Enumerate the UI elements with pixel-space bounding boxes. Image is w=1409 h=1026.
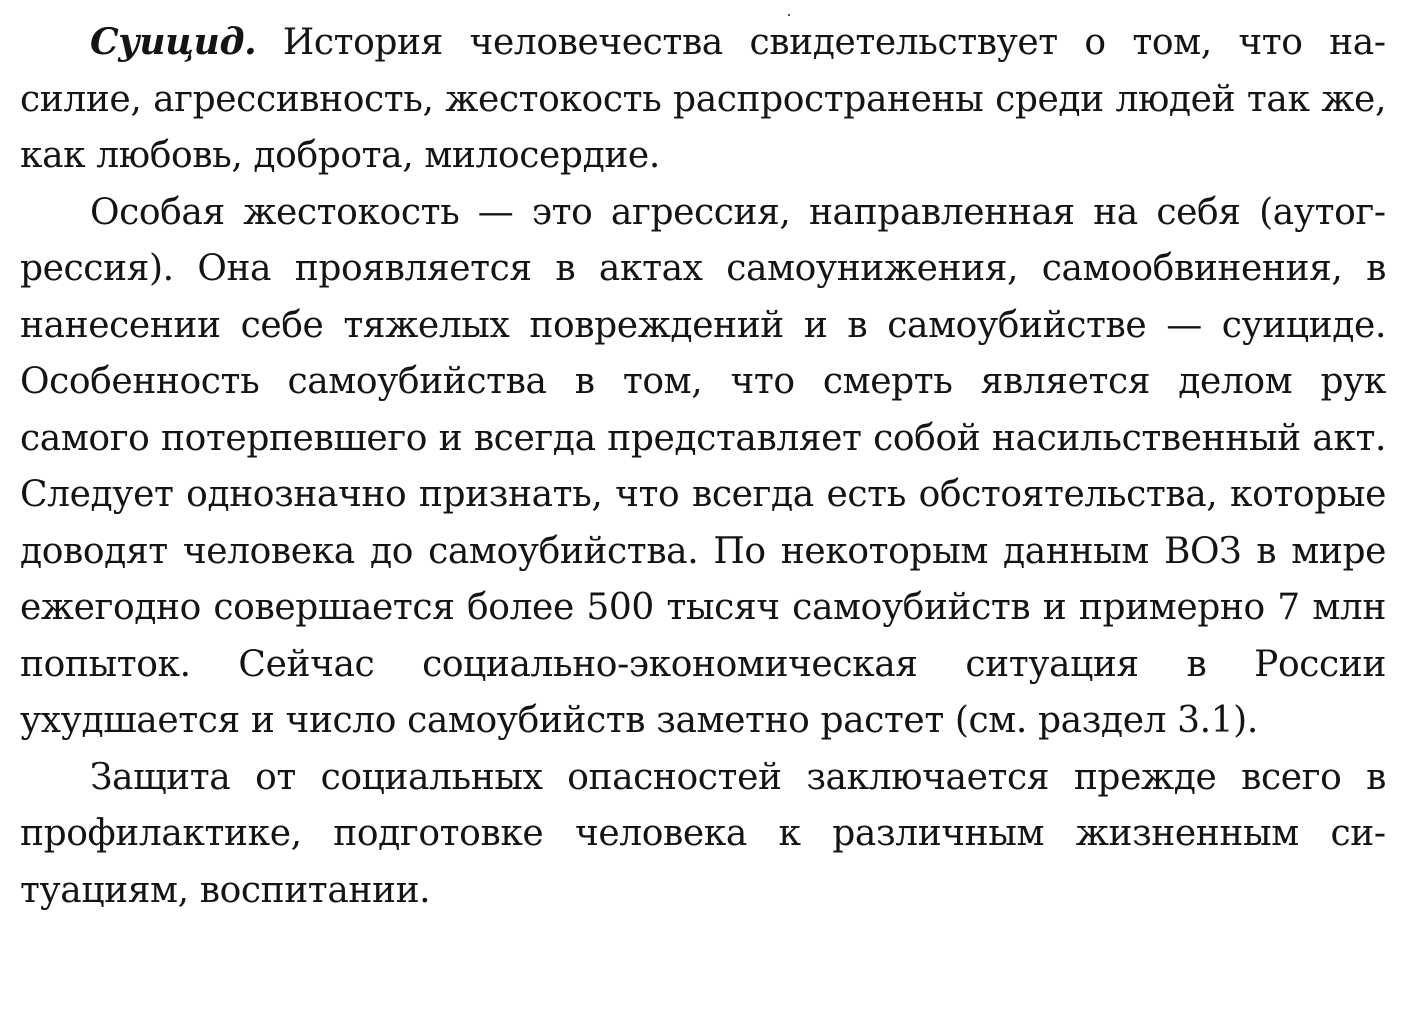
- paragraph-text: История человечества свидетельствует о том, что насилие, агрессивность, жестокость распространены среди людей так же, как любовь, доброта, милосердие.: [20, 22, 1386, 176]
- paragraph-autoaggression: [20, 185, 1386, 750]
- paragraph-text: Защита от социальных опасностей заключается прежде всего в профилактике, подготовке человека к различным жизненным ситуациям, воспитании.: [20, 756, 1386, 911]
- paragraph-text: Особая жестокость — это агрессия, направленная на себя (аутогрессия). Она проявляется в актах самоунижения, самообвинения, в нанесении себе тяжелых повреждений и в самоубийстве — суициде. Особенность самоубийства в том, что смерть является делом рук самого потерпевшего и всегда представляет собой насильственный акт. Следует однозначно признать, что всегда есть обстоятельства, которые доводят человека до самоубийства. По некоторым данным ВОЗ в мире ежегодно совершается более 500 тысяч самоубийств и примерно 7 млн попыток. Сейчас социально-экономическая ситуация в России ухудшается и число самоубийств заметно растет (см. раздел 3.1).: [20, 191, 1386, 741]
- term-suicide: Суицид.: [90, 21, 257, 63]
- document-page: [20, 14, 1386, 919]
- paragraph-suicide-intro: [20, 14, 1386, 185]
- paragraph-protection: [20, 750, 1386, 920]
